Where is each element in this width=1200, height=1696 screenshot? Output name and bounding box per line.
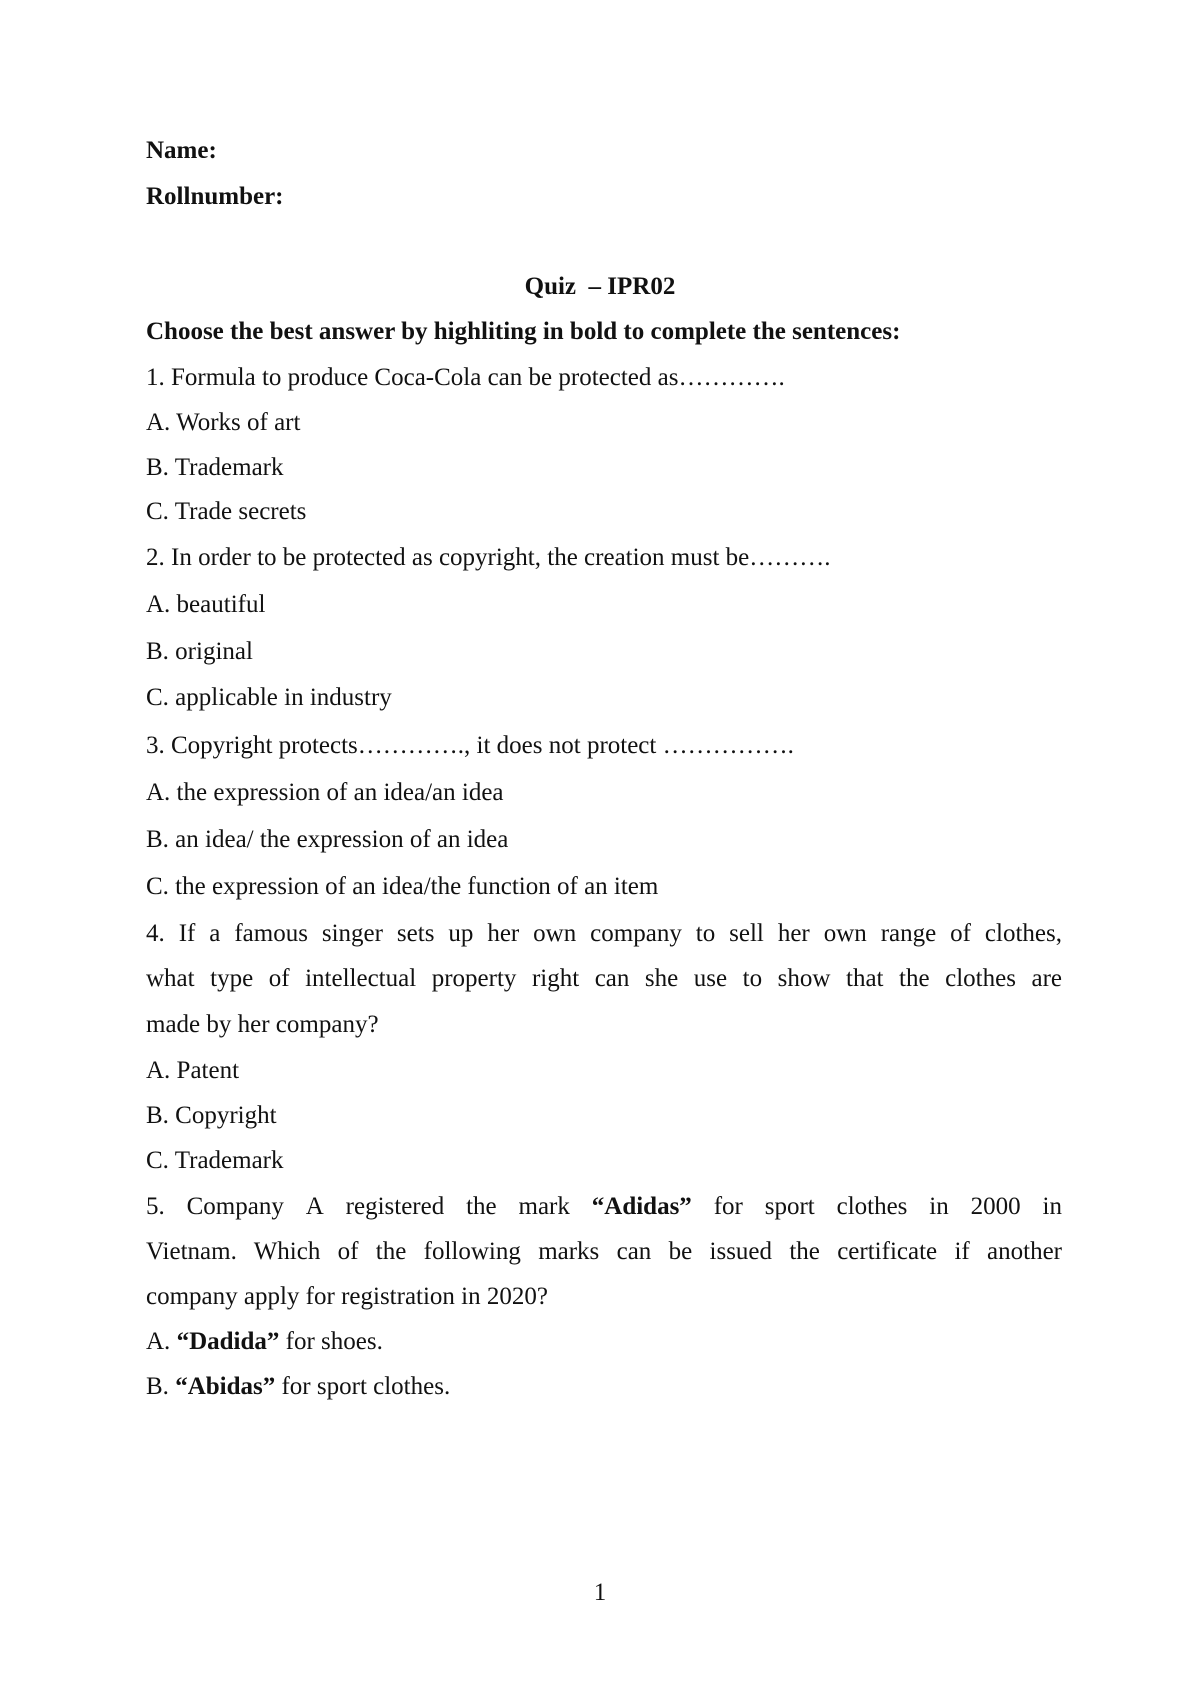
page-number: 1 <box>593 1579 607 1606</box>
question-4-option-a: A. Patent <box>146 1057 240 1084</box>
question-2-stem: 2. In order to be protected as copyright, the creation must be………. <box>146 544 831 571</box>
question-2-option-a: A. beautiful <box>146 591 266 618</box>
rollnumber-label: Rollnumber: <box>146 183 284 210</box>
quiz-title: Quiz – IPR02 <box>524 273 676 300</box>
q5-word: registered <box>345 1193 445 1220</box>
question-5-stem-line-3: company apply for registration in 2020? <box>146 1283 548 1310</box>
option-mark: “Dadida” <box>176 1328 280 1355</box>
option-prefix: A. <box>146 1328 177 1355</box>
question-5-option-a <box>146 1327 1062 1357</box>
question-2-option-c: C. applicable in industry <box>146 684 392 711</box>
question-2-option-b: B. original <box>146 638 253 665</box>
question-3-option-a: A. the expression of an idea/an idea <box>146 779 504 806</box>
option-mark: “Abidas” <box>175 1373 276 1400</box>
question-4-option-c: C. Trademark <box>146 1147 284 1174</box>
question-4-stem-line-2: what type of intellectual property right can she use to show that the clothes are <box>146 965 1062 992</box>
question-4-option-b: B. Copyright <box>146 1102 277 1129</box>
option-prefix: B. <box>146 1373 176 1400</box>
question-1-stem: 1. Formula to produce Coca-Cola can be protected as…………. <box>146 364 785 391</box>
question-3-option-b: B. an idea/ the expression of an idea <box>146 826 509 853</box>
question-1-option-b: B. Trademark <box>146 454 284 481</box>
question-3-option-c: C. the expression of an idea/the function of an item <box>146 873 659 900</box>
question-5-option-b <box>146 1372 1062 1402</box>
question-5-mark-adidas: “Adidas” <box>591 1193 692 1220</box>
q5-word: 5. <box>146 1193 165 1220</box>
q5-word: Company <box>186 1193 284 1220</box>
q5-word: in <box>1042 1193 1062 1220</box>
name-label: Name: <box>146 137 217 164</box>
q5-word: clothes <box>836 1193 908 1220</box>
quiz-instruction: Choose the best answer by highliting in bold to complete the sentences: <box>146 318 901 345</box>
question-1-option-a: A. Works of art <box>146 409 301 436</box>
q5-word: for <box>713 1193 743 1220</box>
option-rest: for shoes. <box>279 1328 383 1355</box>
option-rest: for sport clothes. <box>275 1373 451 1400</box>
q5-word: the <box>466 1193 497 1220</box>
q5-word: 2000 <box>970 1193 1021 1220</box>
question-5-stem-line-1 <box>146 1192 1062 1222</box>
q5-word: sport <box>764 1193 815 1220</box>
question-5-stem-line-2: Vietnam. Which of the following marks can be issued the certificate if another <box>146 1238 1062 1265</box>
question-3-stem: 3. Copyright protects…………., it does not protect ……………. <box>146 732 794 759</box>
question-4-stem-line-3: made by her company? <box>146 1011 379 1038</box>
q5-word: in <box>929 1193 949 1220</box>
question-4-stem-line-1: 4. If a famous singer sets up her own company to sell her own range of clothes, <box>146 920 1062 947</box>
q5-word: mark <box>518 1193 570 1220</box>
q5-word: A <box>305 1193 324 1220</box>
question-1-option-c: C. Trade secrets <box>146 498 307 525</box>
